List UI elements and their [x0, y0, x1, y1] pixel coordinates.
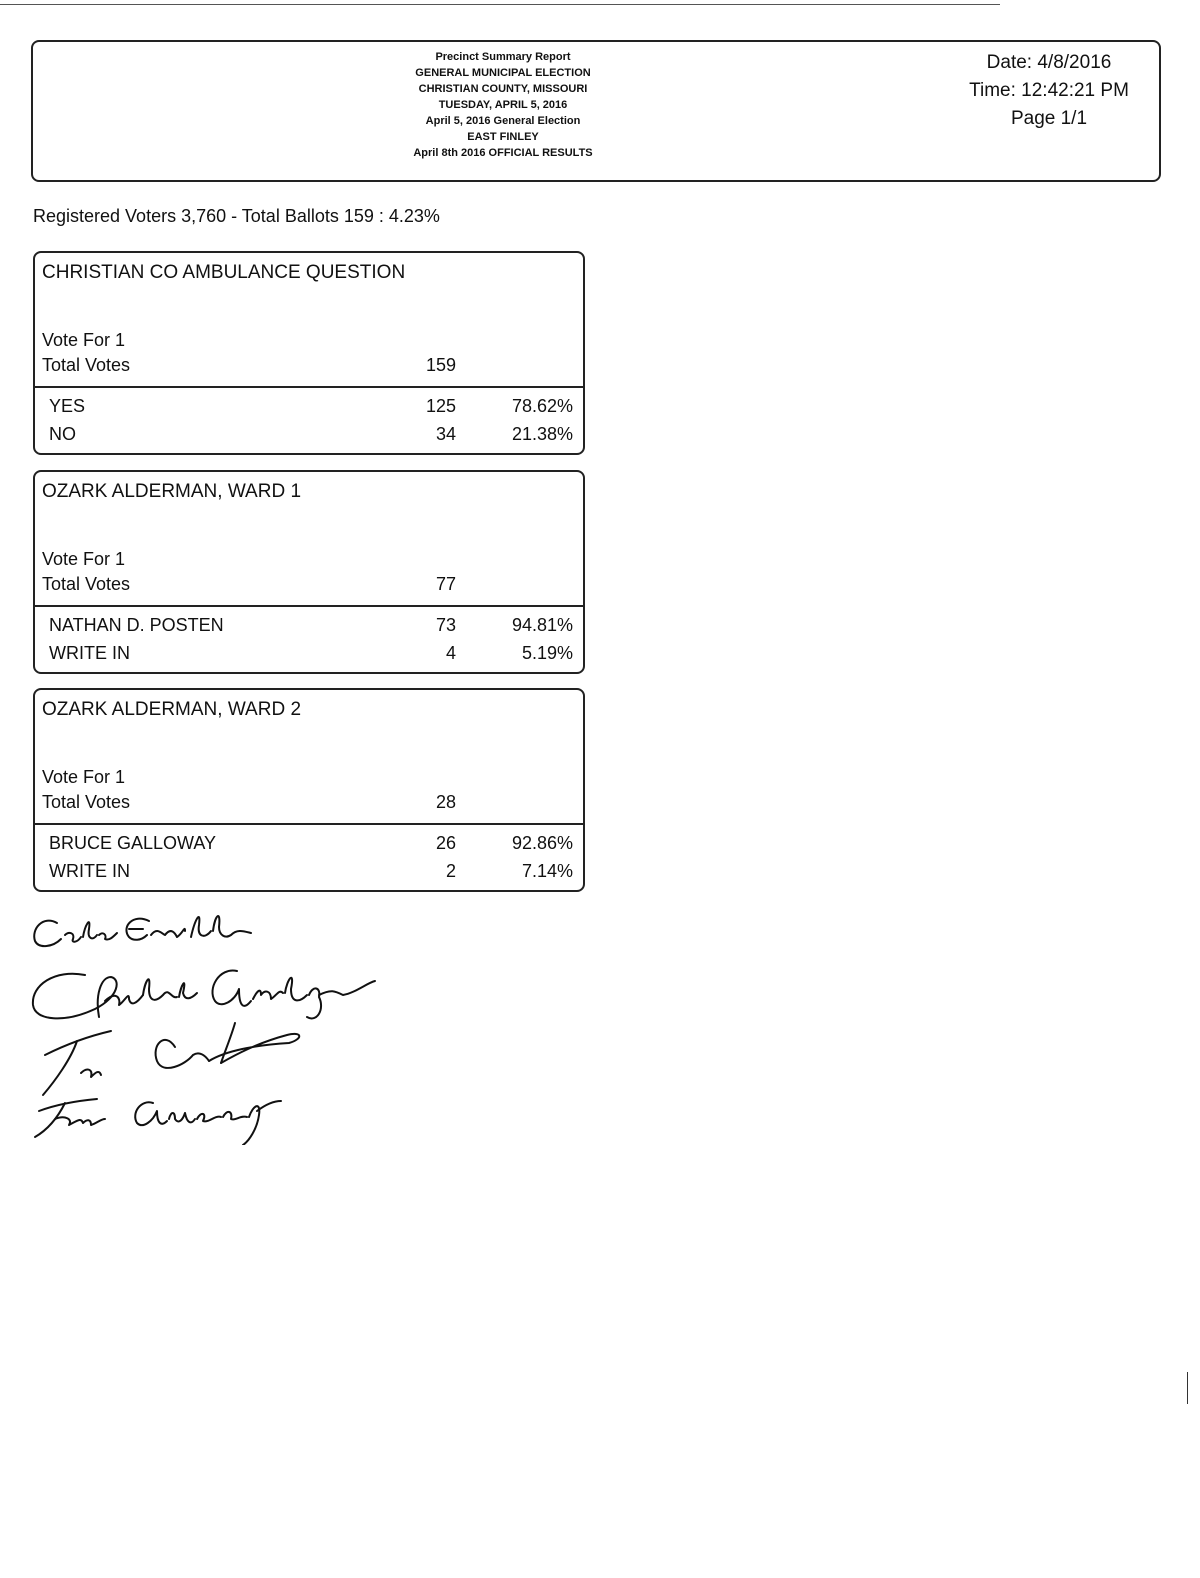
candidate-name: WRITE IN	[49, 643, 130, 663]
election-name: GENERAL MUNICIPAL ELECTION	[415, 67, 591, 79]
signature-4	[35, 1099, 281, 1145]
signature-2	[33, 971, 375, 1019]
total-votes-row	[42, 355, 580, 379]
candidate-percent: 94.81%	[511, 615, 573, 635]
results-status: April 8th 2016 OFFICIAL RESULTS	[413, 147, 593, 159]
total-votes-label: Total Votes	[42, 574, 131, 594]
contest-divider	[35, 386, 583, 388]
candidate-percent: 7.14%	[521, 861, 573, 881]
candidate-votes: 4	[445, 643, 456, 663]
candidate-row	[49, 643, 573, 667]
candidate-row	[49, 833, 573, 857]
candidate-name: WRITE IN	[49, 861, 130, 881]
contest-alderman-ward-2	[33, 688, 585, 892]
total-votes-row	[42, 792, 580, 816]
vote-for-label: Vote For 1	[42, 767, 126, 787]
candidate-row	[49, 615, 573, 639]
election-description: April 5, 2016 General Election	[425, 115, 581, 127]
contest-divider	[35, 605, 583, 607]
contest-divider	[35, 823, 583, 825]
candidate-percent: 92.86%	[511, 833, 573, 853]
vote-for-label: Vote For 1	[42, 330, 126, 350]
candidate-row	[49, 424, 573, 448]
signature-1	[34, 916, 251, 946]
report-header-title-block	[333, 49, 673, 161]
candidate-name: BRUCE GALLOWAY	[49, 833, 217, 853]
signatures-block	[25, 905, 395, 1145]
candidate-name: NO	[49, 424, 76, 444]
candidate-name: YES	[49, 396, 86, 416]
candidate-percent: 21.38%	[511, 424, 573, 444]
total-votes-count: 28	[435, 792, 456, 812]
total-votes-label: Total Votes	[42, 355, 131, 375]
candidate-name: NATHAN D. POSTEN	[49, 615, 224, 635]
top-rule	[0, 4, 1000, 5]
total-votes-row	[42, 574, 580, 598]
election-day: TUESDAY, APRIL 5, 2016	[438, 99, 568, 111]
contest-title: CHRISTIAN CO AMBULANCE QUESTION	[42, 262, 406, 283]
candidate-percent: 78.62%	[511, 396, 573, 416]
candidate-votes: 73	[435, 615, 456, 635]
county-name: CHRISTIAN COUNTY, MISSOURI	[418, 83, 588, 95]
precinct-name: EAST FINLEY	[467, 131, 539, 143]
page-number: Page 1/1	[1010, 108, 1088, 129]
report-time: Time: 12:42:21 PM	[969, 80, 1129, 101]
candidate-votes: 2	[445, 861, 456, 881]
total-votes-label: Total Votes	[42, 792, 131, 812]
signature-3	[43, 1023, 299, 1095]
contest-alderman-ward-1	[33, 470, 585, 674]
candidate-percent: 5.19%	[521, 643, 573, 663]
contest-ambulance-question	[33, 251, 585, 455]
vote-for-label: Vote For 1	[42, 549, 126, 569]
total-votes-count: 77	[435, 574, 456, 594]
candidate-votes: 34	[435, 424, 456, 444]
candidate-votes: 125	[425, 396, 456, 416]
contest-title: OZARK ALDERMAN, WARD 2	[42, 699, 302, 720]
total-votes-count: 159	[425, 355, 456, 375]
report-meta	[949, 49, 1149, 133]
turnout-summary: Registered Voters 3,760 - Total Ballots 159 : 4.23%	[33, 206, 440, 226]
candidate-row	[49, 396, 573, 420]
contest-title: OZARK ALDERMAN, WARD 1	[42, 481, 302, 502]
report-title: Precinct Summary Report	[435, 51, 571, 63]
report-date: Date: 4/8/2016	[986, 52, 1112, 73]
candidate-row	[49, 861, 573, 885]
edge-mark	[1187, 1372, 1188, 1404]
candidate-votes: 26	[435, 833, 456, 853]
report-header	[31, 40, 1161, 182]
